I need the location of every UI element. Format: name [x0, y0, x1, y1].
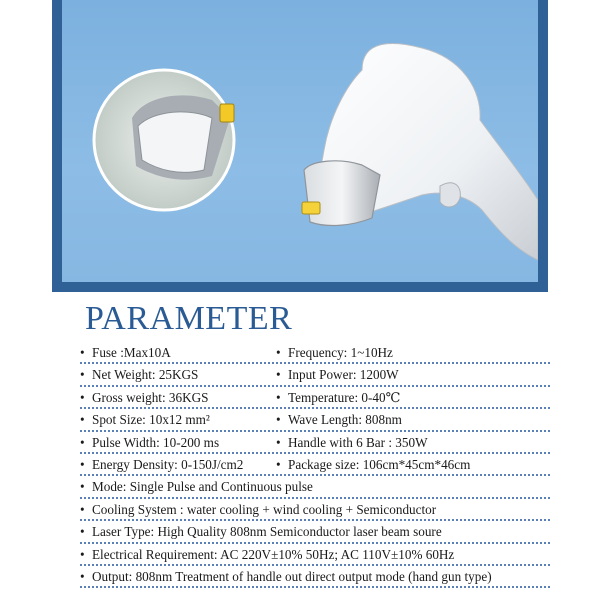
bullet-icon: • [80, 389, 85, 405]
parameter-left [80, 345, 171, 361]
hero-image-frame [52, 0, 548, 292]
parameter-text: Gross weight: 36KGS [92, 389, 209, 405]
parameter-right [276, 390, 400, 406]
parameter-left [80, 547, 454, 563]
parameter-right [276, 457, 470, 473]
parameter-text: Cooling System : water cooling + wind cooling + Semiconductor [92, 501, 437, 517]
bullet-icon: • [80, 501, 85, 517]
parameter-row [80, 409, 550, 431]
parameter-left [80, 524, 442, 540]
parameter-right [276, 435, 428, 451]
parameter-right [276, 412, 402, 428]
page-title: PARAMETER [85, 300, 293, 337]
parameter-text: Output: 808nm Treatment of handle out direct output mode (hand gun type) [92, 568, 492, 584]
hero-image-background [62, 0, 538, 282]
parameter-text: Handle with 6 Bar : 350W [288, 434, 428, 450]
parameter-list [80, 342, 550, 588]
bullet-icon: • [276, 456, 281, 472]
parameter-left [80, 479, 313, 495]
parameter-right [276, 345, 393, 361]
bullet-icon: • [80, 456, 85, 472]
parameter-row [80, 521, 550, 543]
bullet-icon: • [80, 367, 85, 383]
parameter-text: Electrical Requirement: AC 220V±10% 50Hz; AC 110V±10% 60Hz [92, 546, 455, 562]
parameter-row [80, 364, 550, 386]
parameter-left [80, 390, 209, 406]
parameter-text: Frequency: 1~10Hz [288, 345, 393, 360]
parameter-left [80, 412, 210, 428]
parameter-left [80, 502, 436, 518]
bullet-icon: • [80, 546, 85, 562]
parameter-left [80, 569, 492, 585]
bullet-icon: • [80, 434, 85, 450]
bullet-icon: • [276, 434, 281, 450]
bullet-icon: • [276, 367, 281, 383]
bullet-icon: • [80, 479, 85, 495]
parameter-text: Temperature: 0-40℃ [288, 389, 401, 405]
parameter-text: Input Power: 1200W [288, 367, 399, 383]
handpiece-illustration [62, 0, 538, 282]
parameter-text: Fuse :Max10A [92, 345, 171, 360]
parameter-row [80, 476, 550, 498]
parameter-text: Package size: 106cm*45cm*46cm [288, 456, 471, 472]
bullet-icon: • [276, 412, 281, 428]
parameter-text: Pulse Width: 10-200 ms [92, 434, 220, 450]
parameter-row [80, 387, 550, 409]
bullet-icon: • [276, 345, 281, 360]
parameter-row [80, 544, 550, 566]
bullet-icon: • [80, 568, 85, 584]
parameter-row [80, 454, 550, 476]
bullet-icon: • [80, 412, 85, 428]
bullet-icon: • [276, 389, 281, 405]
bullet-icon: • [80, 524, 85, 540]
parameter-text: Net Weight: 25KGS [92, 367, 199, 383]
parameter-row [80, 432, 550, 454]
bullet-icon: • [80, 345, 85, 360]
parameter-text: Wave Length: 808nm [288, 412, 402, 428]
parameter-text: Energy Density: 0-150J/cm2 [92, 456, 244, 472]
parameter-row [80, 342, 550, 364]
parameter-text: Mode: Single Pulse and Continuous pulse [92, 479, 313, 495]
parameter-row [80, 499, 550, 521]
parameter-left [80, 367, 198, 383]
parameter-row [80, 566, 550, 588]
parameter-left [80, 457, 243, 473]
parameter-right [276, 367, 399, 383]
parameter-text: Spot Size: 10x12 mm² [92, 412, 210, 428]
parameter-left [80, 435, 219, 451]
parameter-text: Laser Type: High Quality 808nm Semiconductor laser beam soure [92, 524, 442, 540]
